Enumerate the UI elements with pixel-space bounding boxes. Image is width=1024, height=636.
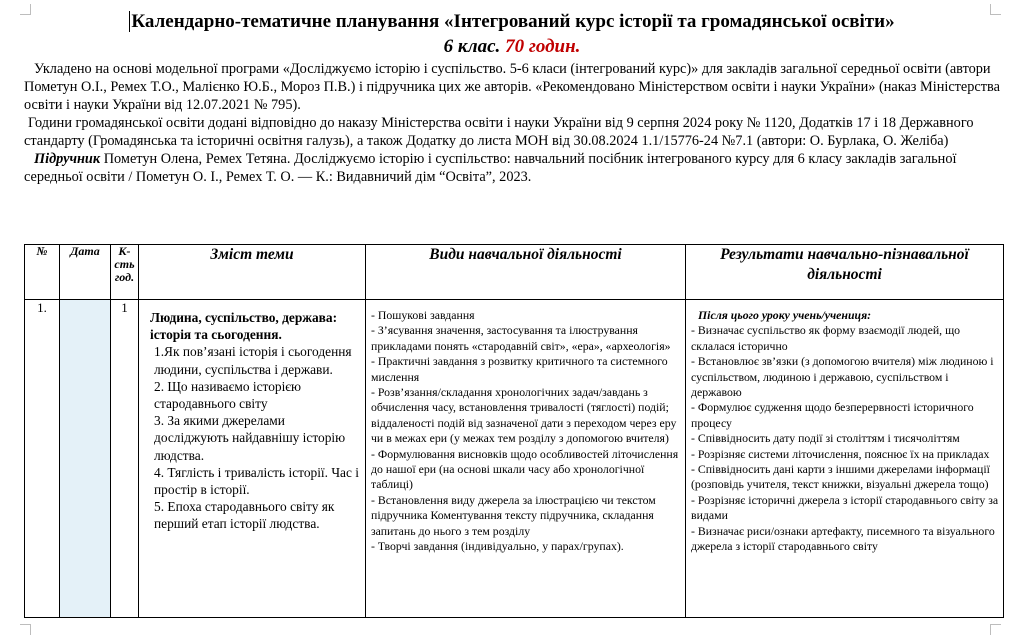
row-results-cell [686, 300, 1004, 618]
row-date-cell[interactable] [60, 300, 111, 618]
row-activities-cell [366, 300, 686, 618]
document-title-text: Календарно-тематичне планування «Інтегрований курс історії та громадянської освіти» [131, 11, 895, 32]
topic-item: 2. Що називаємо історією стародавнього світу [154, 378, 302, 412]
result-item: - Співвідносить дані карти з іншими джерелами інформації (розповідь учителя, текст книжки, візуальні джерела тощо) [691, 462, 990, 492]
row-hours: 1 [111, 300, 139, 618]
activity-item: - Творчі завдання (індивідуально, у парах/групах). [371, 539, 624, 554]
result-item: - Визначає суспільство як форму взаємодії людей, що склалася історично [691, 323, 961, 353]
result-item: - Розрізняє історичні джерела з історії стародавнього світу за видами [691, 492, 999, 523]
column-header-hours: К-сть год. [111, 245, 139, 300]
calendar-plan-table [24, 244, 1004, 618]
result-item: - Співвідносить дату події зі століттям і тисячоліттям [691, 431, 960, 446]
grade-label: 6 клас. [443, 36, 501, 57]
result-item: - Розрізняє системи літочислення, пояснює їх на прикладах [691, 446, 990, 461]
topic-item: 3. За якими джерелами досліджують найдавнішу історію людства. [154, 413, 346, 463]
page-corner-mark [990, 624, 1001, 635]
page-corner-mark [20, 624, 31, 635]
document-subtitle [0, 35, 1024, 59]
activity-item: - Формулювання висновків щодо особливостей літочислення до нашої ери (на основі шкали часу або хронологічної таблиці) [371, 446, 679, 492]
table-row [25, 300, 1004, 618]
row-topic-cell [139, 300, 366, 618]
topic-item: 5. Епоха стародавнього світу як перший етап історії людства. [154, 499, 335, 532]
activity-item: - Практичні завдання з розвитку критичного та системного мислення [371, 354, 668, 384]
topic-item: 1.Як пов’язані історія і сьогодення людини, суспільства і держави. [154, 344, 352, 377]
activity-item: - Пошукові завдання [371, 308, 475, 322]
textbook-reference: Пометун Олена, Ремех Тетяна. Досліджуємо історію і суспільство: навчальний посібник інтегрованого курсу для 6 класу закладів загальної середньої освіти / Пометун О. І., Ремех Т. О. — К.: Видавничий дім “Освіта”, 2023. [24, 151, 957, 185]
intro-paragraph-textbook [24, 150, 1004, 186]
column-header-results: Результати навчально-пізнавальної діяльності [686, 245, 1004, 300]
intro-paragraph-civic-hours: Години громадянської освіти додані відповідно до наказу Міністерства освіти і науки України від 9 серпня 2024 року № 1120, Додатків 17 і 18 Державного стандарту (Громадянська та історичні освітня галузь), а також Додатку до листа МОН від 30.08.2024 1.1/15776-24 №7.1 (автори: О. Бурлака, О. Желіба) [24, 115, 974, 149]
hours-label: 70 годин. [505, 36, 581, 57]
activity-item: - Розв’язання/складання хронологічних задач/завдань з обчислення часу, встановлення тривалості (тяглості) подій; віддаленості подій від зазначеної дати з переходом через еру чи в межах ери (у межах тем розділу з допомогою вчителя) [371, 385, 677, 446]
row-number: 1. [25, 300, 60, 618]
document-title [0, 10, 1024, 34]
activity-item: - Встановлення виду джерела за ілюстрацією чи текстом підручника Коментування тексту підручника, складання запитань до нього з тем розділу [371, 492, 656, 538]
result-item: - Встановлює зв’язки (з допомогою вчителя) між людиною і суспільством, людиною і державою, суспільством і державою [691, 354, 994, 400]
activity-item: - З’ясування значення, застосування та ілюстрування прикладами понять «стародавній світ», «ера», «археологія» [371, 323, 671, 353]
result-item: - Формулює судження щодо безперервності історичного процесу [691, 400, 974, 430]
column-header-date: Дата [60, 245, 111, 300]
textbook-label: Підручник [34, 151, 101, 167]
intro-section [24, 60, 1004, 186]
result-item: - Визначає риси/ознаки артефакту, писемного та візуального джерела з історії стародавнього світу [691, 523, 995, 554]
column-header-activities: Види навчальної діяльності [366, 245, 686, 300]
intro-paragraph-basis: Укладено на основі модельної програми «Досліджуємо історію і суспільство. 5-6 класи (інтегрований курс)» для закладів загальної середньої освіти (автори Пометун О.І., Ремех Т.О., Малієнко Ю.Б., Мороз П.В.) і підручника цих же авторів. «Рекомендовано Міністерством освіти і науки України» (наказ Міністерства освіти і науки України від 12.07.2021 № 795). [24, 61, 1000, 113]
topic-title: Людина, суспільство, держава: історія та сьогодення. [150, 310, 338, 343]
table-header-row [25, 245, 1004, 300]
column-header-number: № [25, 245, 60, 300]
column-header-topic: Зміст теми [139, 245, 366, 300]
results-lead: Після цього уроку учень/учениця: [698, 308, 872, 322]
topic-item: 4. Тяглість і тривалість історії. Час і простір в історії. [154, 464, 360, 498]
